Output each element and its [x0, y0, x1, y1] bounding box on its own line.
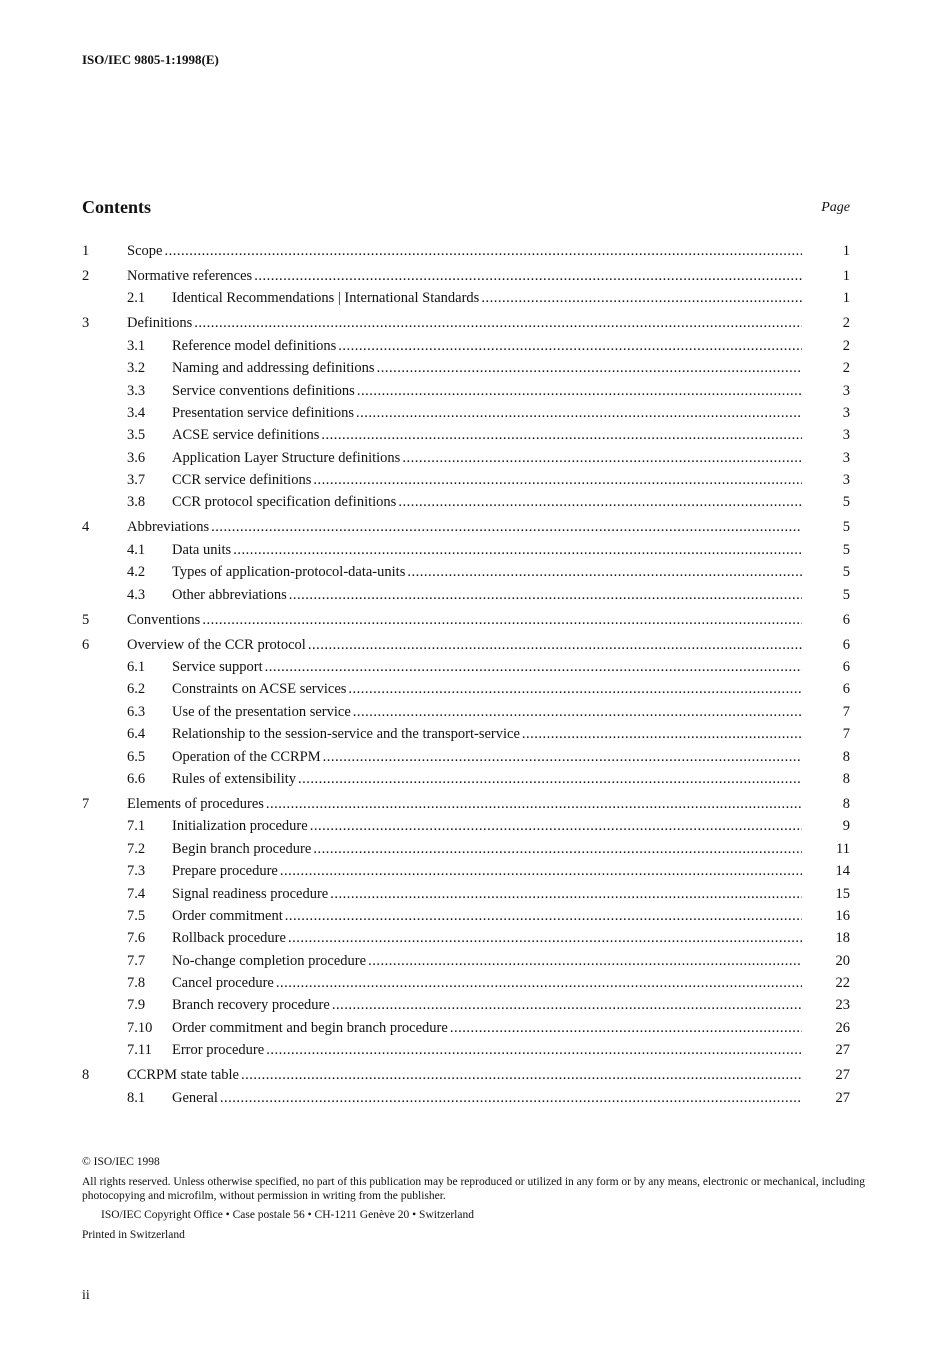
toc-entry-page: 6: [842, 636, 850, 653]
toc-entry-title-wrap: [127, 265, 802, 287]
toc-entry-number: 3.6: [127, 449, 146, 466]
toc-entry-page: 8: [842, 770, 850, 787]
toc-entry-page: 1: [842, 243, 850, 259]
toc-subsection-entry[interactable]: [82, 584, 850, 606]
page-number: ii: [82, 1288, 90, 1303]
toc-subsection-entry[interactable]: [82, 678, 850, 700]
toc-entry-number: 6.2: [127, 681, 146, 698]
toc-entry-title: Cancel procedure: [172, 975, 274, 992]
toc-entry-title: Initialization procedure: [172, 818, 308, 835]
toc-entry-title: CCR protocol specification definitions: [172, 494, 397, 511]
dot-leader: [233, 539, 802, 561]
toc-subsection-entry[interactable]: [82, 447, 850, 469]
toc-entry-page: 2: [842, 315, 850, 332]
toc-entry-title: Other abbreviations: [172, 586, 287, 603]
dot-leader: [280, 860, 802, 882]
toc-entry-title: Relationship to the session-service and the transport-service: [172, 726, 520, 743]
toc-entry-number: 4.1: [127, 541, 146, 558]
copyright-line: © ISO/IEC 1998: [82, 1156, 160, 1168]
toc-entry-title: Prepare procedure: [172, 863, 278, 880]
toc-entry-number: 7.1: [127, 818, 146, 835]
toc-entry-title: General: [172, 1089, 218, 1106]
toc-entry-number: 6.4: [127, 726, 146, 743]
toc-section-entry[interactable]: [82, 1064, 850, 1086]
toc-entry-number: 7.11: [127, 1042, 152, 1059]
toc-entry-page: 18: [835, 930, 850, 947]
toc-entry-number: 1: [82, 243, 90, 259]
dot-leader: [202, 609, 802, 631]
toc-section-entry[interactable]: [82, 609, 850, 631]
toc-entry-page: 27: [835, 1089, 850, 1106]
toc-entry-page: 20: [835, 952, 850, 969]
toc-entry-title: CCR service definitions: [172, 472, 312, 489]
toc-subsection-entry[interactable]: [82, 723, 850, 745]
dot-leader: [407, 561, 802, 583]
toc-entry-page: 27: [835, 1042, 850, 1059]
toc-entry-title-wrap: [172, 287, 802, 309]
toc-entry-page: 8: [842, 748, 850, 765]
toc-entry-number: 8.1: [127, 1089, 146, 1106]
toc-entry-title: CCRPM state table: [127, 1067, 239, 1084]
toc-entry-title-wrap: [172, 860, 802, 882]
dot-leader: [164, 240, 802, 262]
toc-entry-number: 6.5: [127, 748, 146, 765]
toc-entry-page: 3: [842, 449, 850, 466]
copyright-office-address: ISO/IEC Copyright Office • Case postale 56 • CH-1211 Genève 20 • Switzerland: [101, 1209, 474, 1221]
toc-entry-page: 1: [842, 290, 850, 307]
dot-leader: [313, 838, 802, 860]
toc-entry-title-wrap: [172, 335, 802, 357]
toc-entry-number: 6.3: [127, 703, 146, 720]
toc-entry-title: Signal readiness procedure: [172, 885, 329, 902]
toc-entry-title: Reference model definitions: [172, 337, 337, 354]
toc-entry-number: 3: [82, 315, 90, 332]
toc-entry-page: 2: [842, 337, 850, 354]
toc-entry-title-wrap: [172, 656, 802, 678]
toc-entry-title: Service conventions definitions: [172, 382, 355, 399]
toc-subsection-entry[interactable]: [82, 746, 850, 768]
toc-entry-page: 6: [842, 659, 850, 675]
dot-leader: [332, 994, 802, 1016]
contents-title: Contents: [82, 197, 152, 217]
toc-subsection-entry[interactable]: [82, 815, 850, 837]
toc-entry-page: 3: [842, 472, 850, 489]
toc-entry-title-wrap: [172, 927, 802, 949]
toc-subsection-entry[interactable]: [82, 469, 850, 491]
dot-leader: [481, 287, 802, 309]
toc-entry-title: No-change completion procedure: [172, 952, 367, 969]
copyright-notice: [82, 1155, 872, 1242]
dot-leader: [241, 1064, 802, 1086]
toc-subsection-entry[interactable]: [82, 994, 850, 1016]
toc-entry-title: Constraints on ACSE services: [172, 681, 347, 698]
toc-entry-number: 7: [82, 795, 90, 812]
toc-entry-page: 2: [842, 360, 850, 377]
toc-subsection-entry[interactable]: [82, 972, 850, 994]
toc-entry-page: 3: [842, 427, 850, 444]
toc-entry-page: 5: [842, 494, 850, 511]
toc-entry-title-wrap: [172, 447, 802, 469]
toc-entry-number: 6.6: [127, 770, 146, 787]
dot-leader: [450, 1017, 802, 1039]
toc-entry-title: Elements of procedures: [127, 795, 264, 812]
toc-entry-number: 3.7: [127, 472, 146, 489]
toc-entry-title: Conventions: [127, 611, 201, 628]
toc-subsection-entry[interactable]: [82, 561, 850, 583]
dot-leader: [276, 972, 802, 994]
dot-leader: [368, 950, 802, 972]
toc-entry-title: Application Layer Structure definitions: [172, 449, 401, 466]
toc-entry-page: 6: [842, 611, 850, 628]
toc-entry-title: Overview of the CCR protocol: [127, 636, 306, 653]
dot-leader: [285, 905, 802, 927]
toc-entry-page: 1: [842, 267, 850, 284]
toc-entry-number: 7.10: [127, 1019, 153, 1036]
dot-leader: [310, 815, 802, 837]
toc-entry-page: 16: [835, 907, 850, 924]
toc-entry-number: 3.4: [127, 404, 146, 421]
toc-entry-page: 5: [842, 541, 850, 558]
toc-entry-page: 6: [842, 681, 850, 698]
toc-entry-number: 7.2: [127, 840, 146, 857]
dot-leader: [254, 265, 802, 287]
toc-entry-number: 8: [82, 1067, 90, 1084]
toc-entry-title-wrap: [172, 678, 802, 700]
dot-leader: [298, 768, 802, 790]
toc-entry-number: 4: [82, 519, 90, 536]
toc-entry-title: Branch recovery procedure: [172, 997, 330, 1014]
toc-entry-number: 3.5: [127, 427, 146, 444]
toc-entry-title-wrap: [172, 380, 802, 402]
toc-entry-page: 11: [836, 840, 850, 857]
toc-subsection-entry[interactable]: [82, 287, 850, 309]
toc-entry-title: Service support: [172, 659, 263, 675]
toc-entry-title: Abbreviations: [127, 519, 210, 536]
dot-leader: [289, 584, 802, 606]
toc-entry-title: Presentation service definitions: [172, 404, 355, 421]
toc-entry-page: 5: [842, 586, 850, 603]
toc-entry-title-wrap: [172, 1087, 802, 1109]
toc-subsection-entry[interactable]: [82, 838, 850, 860]
dot-leader: [323, 746, 802, 768]
toc-entry-title-wrap: [127, 1064, 802, 1086]
toc-entry-page: 5: [842, 564, 850, 581]
dot-leader: [348, 678, 802, 700]
toc-entry-title-wrap: [172, 905, 802, 927]
toc-entry-title: Definitions: [127, 315, 193, 332]
dot-leader: [356, 402, 802, 424]
toc-entry-number: 7.9: [127, 997, 146, 1014]
toc-entry-number: 3.1: [127, 337, 146, 354]
toc-entry-page: 3: [842, 404, 850, 421]
toc-entry-title-wrap: [127, 240, 802, 262]
toc-entry-title-wrap: [172, 994, 802, 1016]
toc-entry-title-wrap: [172, 584, 802, 606]
toc-entry-number: 3.3: [127, 382, 146, 399]
toc-entry-title-wrap: [172, 883, 802, 905]
toc-entry-page: 26: [835, 1019, 850, 1036]
document-header: ISO/IEC 9805-1:1998(E): [82, 52, 219, 67]
toc-entry-number: 6.1: [127, 659, 146, 675]
toc-entry-title-wrap: [172, 768, 802, 790]
toc-entry-title-wrap: [127, 609, 802, 631]
toc-section-entry[interactable]: [82, 516, 850, 538]
toc-entry-number: 7.4: [127, 885, 146, 902]
toc-subsection-entry[interactable]: [82, 1087, 850, 1109]
toc-entry-title: Begin branch procedure: [172, 840, 312, 857]
toc-entry-title: Error procedure: [172, 1042, 265, 1059]
toc-entry-number: 4.3: [127, 586, 146, 603]
toc-entry-page: 8: [842, 795, 850, 812]
toc-entry-number: 7.7: [127, 952, 146, 969]
toc-entry-title-wrap: [172, 357, 802, 379]
toc-entry-title: Identical Recommendations | International Standards: [172, 290, 480, 307]
toc-section-entry[interactable]: [82, 634, 850, 656]
toc-section-entry[interactable]: [82, 312, 850, 334]
toc-entry-page: 23: [835, 997, 850, 1014]
toc-entry-title: ACSE service definitions: [172, 427, 320, 444]
toc-entry-title-wrap: [172, 1017, 802, 1039]
toc-entry-number: 7.6: [127, 930, 146, 947]
rights-statement: All rights reserved. Unless otherwise specified, no part of this publication may be reproduced or utilized in any form or by any means, electronic or mechanical, including photocopying and microfilm, without permission in writing from the publisher.: [82, 1176, 866, 1202]
toc-subsection-entry[interactable]: [82, 491, 850, 513]
dot-leader: [266, 1039, 802, 1061]
toc-entry-page: 3: [842, 382, 850, 399]
toc-entry-title-wrap: [172, 701, 802, 723]
toc-entry-number: 2.1: [127, 290, 146, 307]
toc-entry-title-wrap: [172, 561, 802, 583]
toc-entry-title-wrap: [172, 469, 802, 491]
toc-entry-title-wrap: [172, 539, 802, 561]
toc-entry-number: 7.3: [127, 863, 146, 880]
dot-leader: [338, 335, 802, 357]
toc-subsection-entry[interactable]: [82, 357, 850, 379]
toc-entry-title-wrap: [172, 723, 802, 745]
toc-entry-title: Operation of the CCRPM: [172, 748, 321, 765]
toc-entry-title-wrap: [127, 634, 802, 656]
toc-entry-title-wrap: [172, 972, 802, 994]
toc-subsection-entry[interactable]: [82, 380, 850, 402]
toc-subsection-entry[interactable]: [82, 927, 850, 949]
dot-leader: [220, 1087, 802, 1109]
toc-subsection-entry[interactable]: [82, 768, 850, 790]
toc-entry-page: 27: [835, 1067, 850, 1084]
toc-entry-title: Types of application-protocol-data-units: [172, 564, 406, 581]
toc-entry-number: 6: [82, 636, 90, 653]
toc-entry-title-wrap: [172, 950, 802, 972]
dot-leader: [194, 312, 802, 334]
toc-subsection-entry[interactable]: [82, 1017, 850, 1039]
toc-entry-number: 3.2: [127, 360, 146, 377]
toc-entry-number: 7.5: [127, 907, 146, 924]
toc-section-entry[interactable]: [82, 240, 850, 262]
dot-leader: [377, 357, 802, 379]
dot-leader: [266, 793, 802, 815]
toc-entry-title-wrap: [127, 516, 802, 538]
toc-entry-page: 14: [835, 863, 850, 880]
toc-entry-page: 7: [842, 703, 850, 720]
toc-entry-number: 3.8: [127, 494, 146, 511]
toc-entry-title: Order commitment: [172, 907, 283, 924]
toc-entry-title-wrap: [172, 838, 802, 860]
toc-entry-title-wrap: [172, 402, 802, 424]
toc-entry-page: 5: [842, 519, 850, 536]
toc-subsection-entry[interactable]: [82, 905, 850, 927]
toc-entry-title: Normative references: [127, 267, 253, 284]
toc-subsection-entry[interactable]: [82, 424, 850, 446]
toc-entry-page: 7: [842, 726, 850, 743]
dot-leader: [330, 883, 802, 905]
toc-entry-title-wrap: [172, 815, 802, 837]
toc-subsection-entry[interactable]: [82, 860, 850, 882]
dot-leader: [265, 656, 802, 678]
dot-leader: [313, 469, 802, 491]
toc-entry-number: 5: [82, 611, 90, 628]
toc-entry-number: 2: [82, 267, 90, 284]
dot-leader: [308, 634, 802, 656]
toc-entry-title-wrap: [172, 424, 802, 446]
dot-leader: [321, 424, 802, 446]
table-of-contents: [82, 240, 850, 1109]
toc-subsection-entry[interactable]: [82, 335, 850, 357]
toc-entry-page: 15: [835, 885, 850, 902]
toc-subsection-entry[interactable]: [82, 701, 850, 723]
toc-entry-title: Data units: [172, 541, 232, 558]
toc-subsection-entry[interactable]: [82, 402, 850, 424]
dot-leader: [402, 447, 802, 469]
toc-entry-title: Use of the presentation service: [172, 703, 351, 720]
toc-subsection-entry[interactable]: [82, 1039, 850, 1061]
dot-leader: [211, 516, 802, 538]
toc-entry-title-wrap: [172, 746, 802, 768]
toc-entry-title-wrap: [127, 312, 802, 334]
toc-section-entry[interactable]: [82, 793, 850, 815]
toc-entry-title-wrap: [127, 793, 802, 815]
toc-entry-page: 22: [835, 975, 850, 992]
toc-entry-title-wrap: [172, 491, 802, 513]
printed-in: Printed in Switzerland: [82, 1229, 185, 1241]
dot-leader: [288, 927, 802, 949]
dot-leader: [353, 701, 802, 723]
toc-entry-title: Naming and addressing definitions: [172, 360, 375, 377]
dot-leader: [398, 491, 802, 513]
toc-subsection-entry[interactable]: [82, 950, 850, 972]
toc-entry-number: 4.2: [127, 564, 146, 581]
page-column-label: Page: [821, 200, 850, 215]
dot-leader: [522, 723, 802, 745]
toc-entry-page: 9: [842, 818, 850, 835]
toc-entry-number: 7.8: [127, 975, 146, 992]
toc-section-entry[interactable]: [82, 265, 850, 287]
toc-entry-title-wrap: [172, 1039, 802, 1061]
toc-subsection-entry[interactable]: [82, 883, 850, 905]
toc-subsection-entry[interactable]: [82, 656, 850, 678]
toc-entry-title: Scope: [127, 243, 163, 259]
toc-entry-title: Order commitment and begin branch procedure: [172, 1019, 448, 1036]
toc-entry-title: Rules of extensibility: [172, 770, 297, 787]
toc-subsection-entry[interactable]: [82, 539, 850, 561]
dot-leader: [357, 380, 802, 402]
toc-entry-title: Rollback procedure: [172, 930, 286, 947]
